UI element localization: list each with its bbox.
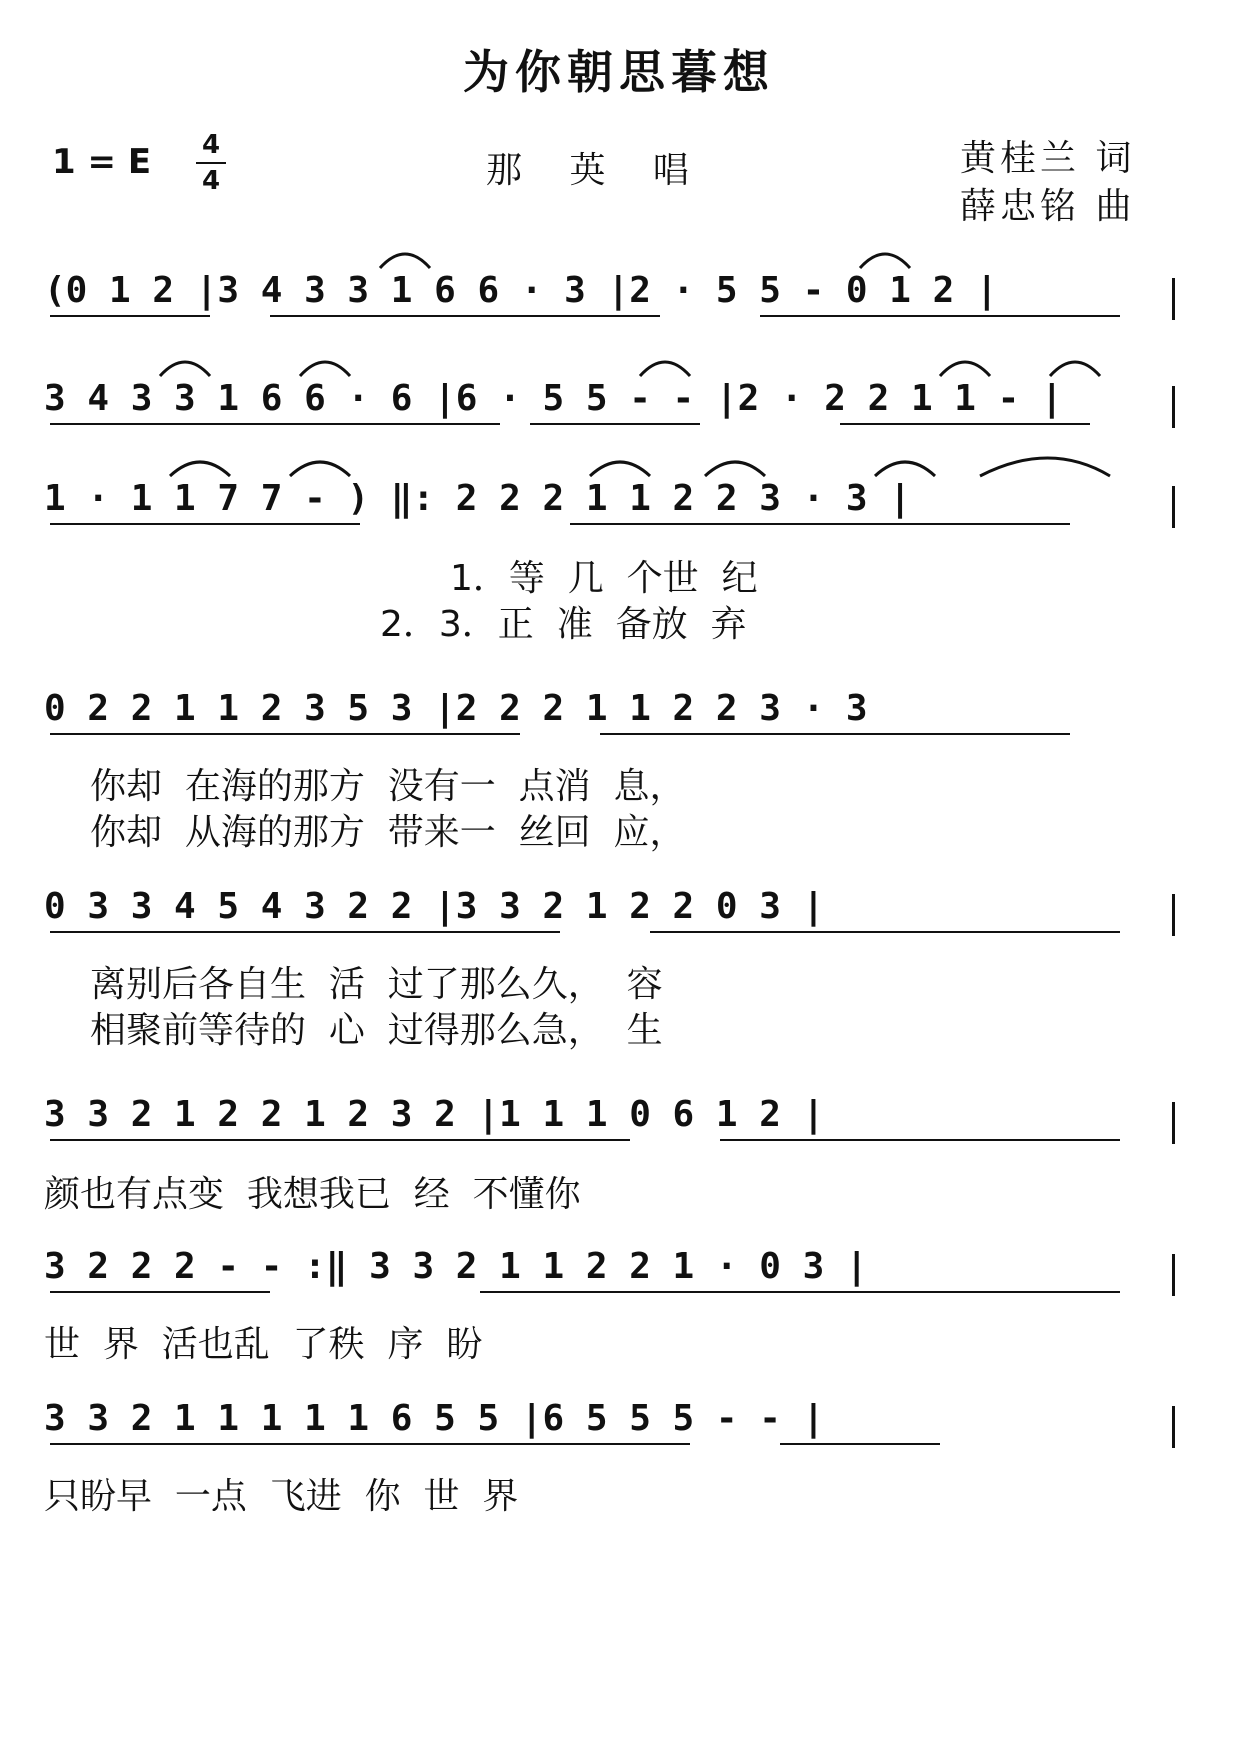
- slur: [940, 362, 990, 376]
- lyric-line-4: 颜也有点变 我想我已 经 不懂你: [44, 1174, 581, 1215]
- lyric-line-1b: 2．3．正 准 备放 弃: [380, 604, 747, 645]
- notation-line-5: 0 3 3 4 5 4 3 2 2 |3 3 2 1 2 2 0 3 |: [44, 886, 825, 927]
- notation-line-2: 3 4 3 3 1 6 6 · 6 |6 · 5 5 - - |2 · 2 2 1 1 - |: [44, 378, 1063, 419]
- lyric-line-5: 世 界 活也乱 了秩 序 盼: [44, 1324, 483, 1365]
- notation-line-8: 3 3 2 1 1 1 1 1 6 5 5 |6 5 5 5 - - |: [44, 1398, 825, 1439]
- notation-line-1: (0 1 2 |3 4 3 3 1 6 6 · 3 |2 · 5 5 - 0 1 2 |: [44, 270, 998, 311]
- singer-credit: 那 英 唱: [486, 150, 707, 191]
- slur: [705, 462, 765, 476]
- slur: [170, 462, 230, 476]
- slur: [160, 362, 210, 376]
- lyric-line-3a: 离别后各自生 活 过了那么久， 容: [90, 964, 663, 1005]
- slur: [380, 254, 430, 268]
- slur: [1050, 362, 1100, 376]
- slur: [640, 362, 690, 376]
- lyric-line-2b: 你却 从海的那方 带来一 丝回 应，: [90, 812, 686, 853]
- slur: [875, 462, 935, 476]
- notation-line-4: 0 2 2 1 1 2 3 5 3 |2 2 2 1 1 2 2 3 · 3: [44, 688, 868, 729]
- song-title: 为你朝思暮想: [463, 45, 775, 99]
- lyric-line-3b: 相聚前等待的 心 过得那么急， 生: [90, 1010, 663, 1051]
- lyric-line-2a: 你却 在海的那方 没有一 点消 息，: [90, 766, 686, 807]
- lyric-line-1a: 1．等 几 个世 纪: [450, 558, 758, 599]
- time-signature-top: 4: [201, 130, 221, 160]
- composer-credit: 薛忠铭 曲: [960, 186, 1136, 227]
- lyricist-credit: 黄桂兰 词: [960, 138, 1136, 179]
- slur: [860, 254, 910, 268]
- key-signature: 1 = E: [52, 142, 152, 182]
- lyric-line-6: 只盼早 一点 飞进 你 世 界: [44, 1476, 519, 1517]
- slur: [290, 462, 350, 476]
- slur: [980, 458, 1110, 476]
- time-signature-bottom: 4: [196, 162, 226, 198]
- notation-line-3: 1 · 1 1 7 7 - ) ‖: 2 2 2 1 1 2 2 3 · 3 |: [44, 478, 911, 519]
- slur: [300, 362, 350, 376]
- slur: [590, 462, 650, 476]
- notation-line-6: 3 3 2 1 2 2 1 2 3 2 |1 1 1 0 6 1 2 |: [44, 1094, 825, 1135]
- notation-line-7: 3 2 2 2 - - :‖ 3 3 2 1 1 2 2 1 · 0 3 |: [44, 1246, 868, 1287]
